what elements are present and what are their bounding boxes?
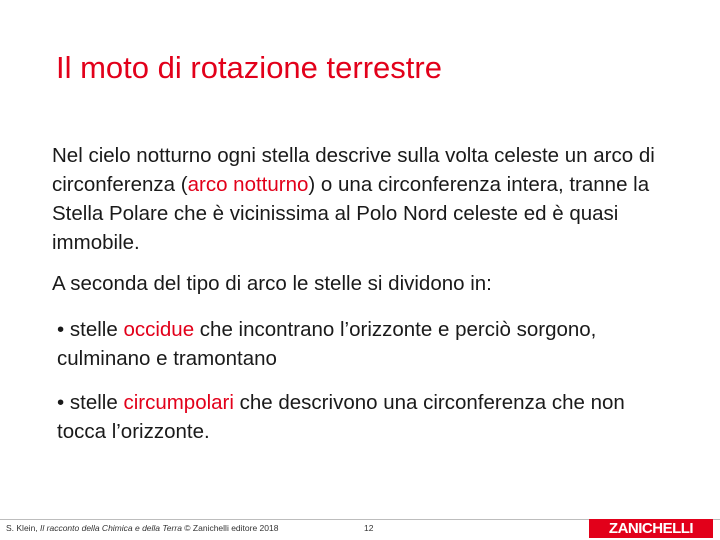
slide-title: Il moto di rotazione terrestre xyxy=(56,50,442,85)
bullet-circumpolari-prefix: • stelle xyxy=(57,391,124,414)
circumpolari-term: circumpolari xyxy=(123,391,234,414)
bullet-circumpolari-text: che descrivono una circonferenza che non tocca l’orizzonte. xyxy=(57,391,625,443)
footer-book-title: Il racconto della Chimica e della Terra xyxy=(40,523,182,533)
footer-publisher: © Zanichelli editore 2018 xyxy=(181,523,279,533)
page-number: 12 xyxy=(364,523,374,533)
bullet-occidue-text: che incontrano l’orizzonte e perciò sorgono, culminano e tramontano xyxy=(57,318,597,370)
footer-credit xyxy=(6,523,278,533)
footer-author: S. Klein, xyxy=(6,523,41,533)
paragraph-intro-text-1: Nel cielo notturno ogni stella descrive sulla volta celeste un arco di circonferenza ( xyxy=(52,144,655,196)
bullet-occidue-prefix: • stelle xyxy=(57,318,124,341)
paragraph-classification: A seconda del tipo di arco le stelle si dividono in: xyxy=(52,272,492,295)
zanichelli-logo: ZANICHELLI xyxy=(589,519,713,538)
occidue-term: occidue xyxy=(123,318,195,341)
paragraph-intro-text-2: ) o una circonferenza intera, tranne la Stella Polare che è vicinissima al Polo Nord celeste ed è quasi immobile. xyxy=(52,173,650,254)
arco-notturno-term: arco notturno xyxy=(187,173,309,196)
paragraph-intro xyxy=(52,141,672,257)
bullet-occidue xyxy=(57,315,677,373)
bullet-circumpolari xyxy=(57,388,677,446)
